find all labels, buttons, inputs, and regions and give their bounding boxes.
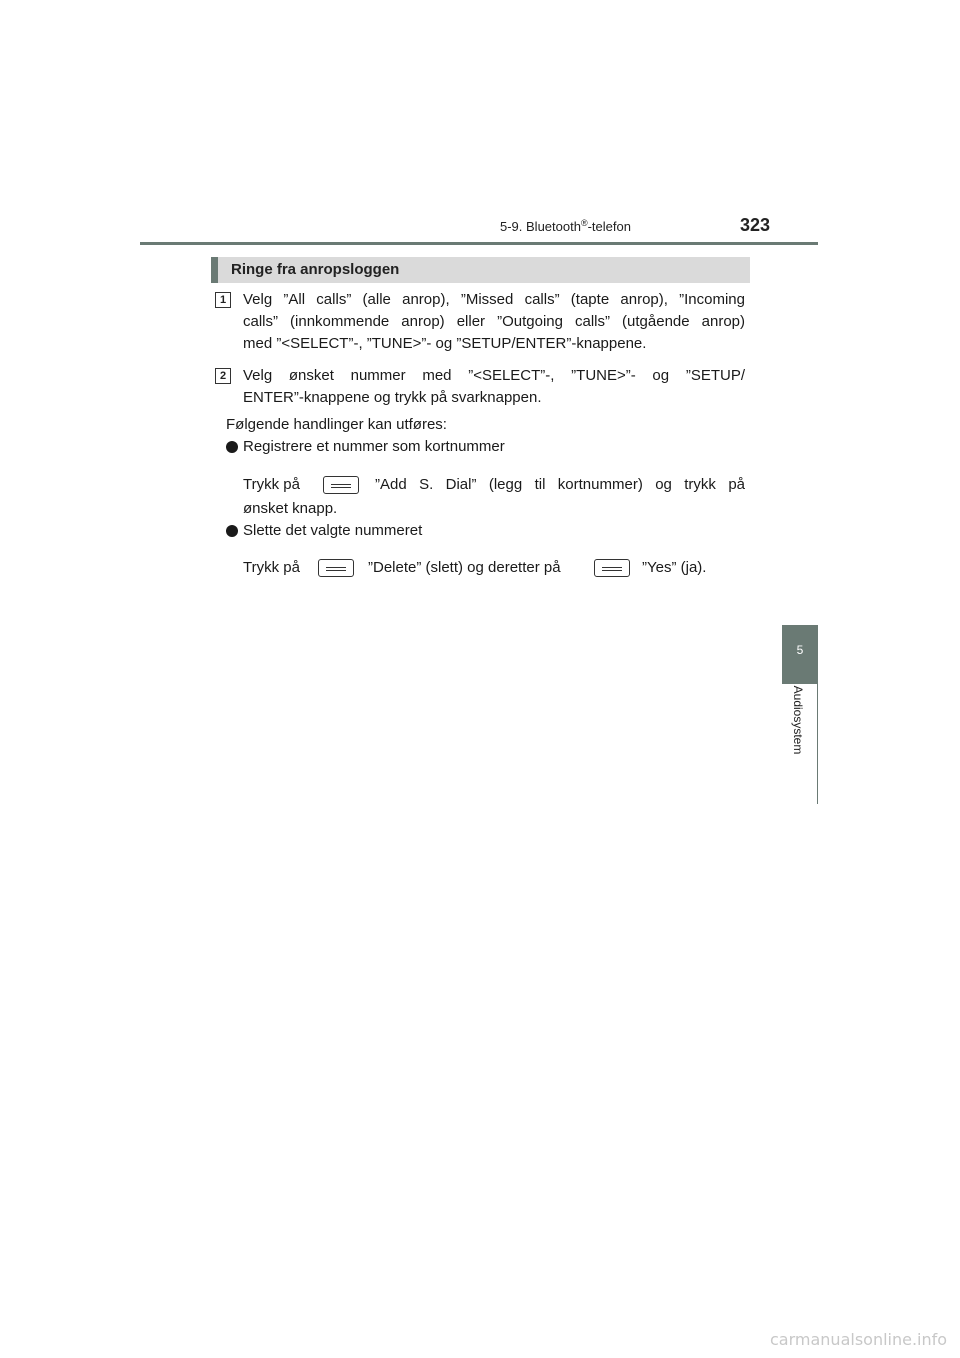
bullet-2-post: ”Yes” (ja). [642,559,707,576]
button-icon [323,476,359,494]
step-1-line-1: Velg ”All calls” (alle anrop), ”Missed calls” (tapte anrop), ”Incoming [243,291,745,308]
registered-mark: ® [580,218,588,228]
bullet-1-pre: Trykk på [243,476,300,493]
step-badge-1: 1 [215,292,231,308]
bullet-1-dot [226,441,238,453]
section-header-suffix: -telefon [587,219,631,234]
step-2-line-1: Velg ønsket nummer med ”<SELECT”-, ”TUNE>”- og ”SETUP/ [243,367,745,384]
chapter-tab-line [817,684,818,804]
chapter-number: 5 [796,643,804,657]
section-header [500,218,631,234]
header-divider [140,242,818,245]
actions-intro: Følgende handlinger kan utføres: [226,416,447,433]
section-title-bar [211,257,750,283]
step-1-line-2: calls” (innkommende anrop) eller ”Outgoing calls” (utgående anrop) [243,313,745,330]
bullet-1-title: Registrere et nummer som kortnummer [243,438,505,455]
bullet-1-post-line-2: ønsket knapp. [243,500,338,517]
section-title: Ringe fra anropsloggen [231,261,400,278]
step-2-line-2: ENTER”-knappene og trykk på svarknappen. [243,389,542,406]
watermark: carmanualsonline.info [770,1330,948,1349]
bullet-2-mid: ”Delete” (slett) og deretter på [368,559,561,576]
page-number: 323 [740,215,771,235]
bullet-1-post: ”Add S. Dial” (legg til kortnummer) og trykk på [375,476,745,493]
bullet-2-pre: Trykk på [243,559,300,576]
step-1-line-3: med ”<SELECT”-, ”TUNE>”- og ”SETUP/ENTER”-knappene. [243,335,647,352]
button-icon [594,559,630,577]
section-header-prefix: 5-9. Bluetooth [500,219,581,234]
bullet-2-dot [226,525,238,537]
step-badge-2: 2 [215,368,231,384]
button-icon [318,559,354,577]
chapter-label: Audiosystem [791,685,805,755]
bullet-2-title: Slette det valgte nummeret [243,522,423,539]
